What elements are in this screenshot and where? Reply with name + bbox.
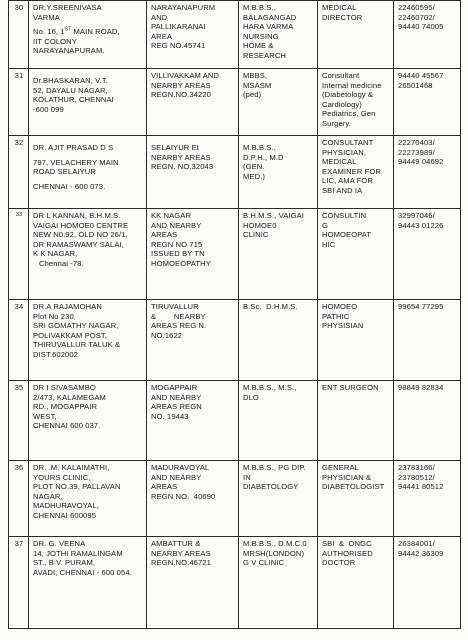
- doctor-name: DR.A RAJAMOHAN: [33, 302, 102, 311]
- qualification-line: (ped): [243, 90, 262, 100]
- phone-numbers: [394, 300, 461, 381]
- area-line: HOMOEOPATHY: [151, 258, 211, 268]
- area-registration: [147, 537, 239, 629]
- qualification-line: IN: [243, 472, 251, 482]
- address-line: MADHURAVOYAL,: [33, 501, 99, 511]
- registration-number: REGN NO. 40690: [151, 491, 216, 501]
- address-line: VAIGAI HOMOE0 CENTRE: [33, 220, 129, 230]
- designation-line: SBI AND IA: [322, 185, 363, 195]
- registration-number: REGN. NO.32043: [151, 162, 214, 172]
- phone-number: 94441 80512: [398, 482, 444, 492]
- area-line: AND NEARBY: [151, 392, 202, 402]
- designation-line: GENERAL: [322, 463, 359, 472]
- doctor-name: Dr.BHASKARAN, V.T.: [33, 76, 108, 85]
- designation-line: Pediatrics, Gen: [322, 109, 376, 119]
- area-registration: [147, 69, 239, 136]
- qualification-line: NURSING: [243, 31, 279, 41]
- address-line: SRI GOMATHY NAGAR,: [33, 321, 119, 331]
- address-line: CHENNAI - 600 073.: [33, 181, 106, 191]
- address-line: Chennai -78.: [39, 258, 84, 268]
- designation: [318, 461, 394, 537]
- phone-number: 94440 74005: [398, 22, 444, 32]
- address-line: DR RAMASWAMY SALAI,: [33, 239, 124, 249]
- area-line: PALLIKARANAI: [151, 22, 206, 32]
- qualification: [239, 209, 318, 300]
- doctor-name: VARMA: [33, 12, 60, 22]
- serial-number: 36: [9, 461, 29, 537]
- address-line: WEST,: [33, 411, 57, 421]
- designation: [318, 69, 394, 136]
- area-line: MOGAPPAIR: [151, 383, 198, 392]
- qualification: [239, 381, 318, 461]
- area-line: NEARBY AREAS: [151, 152, 211, 162]
- designation-line: Surgery.: [322, 118, 351, 128]
- address-line: K K NAGAR,: [33, 249, 78, 259]
- address-line: THIRUVALLUR TALUK &: [33, 340, 121, 350]
- doctor-name-address: [29, 136, 147, 209]
- area-registration: [147, 1, 239, 69]
- phone-numbers: [394, 69, 461, 136]
- area-registration: [147, 461, 239, 537]
- table-row: [9, 300, 461, 381]
- address-line: IIT COLONY: [33, 36, 77, 46]
- designation-line: PHYSISIAN: [322, 321, 364, 331]
- doctor-name-address: [29, 300, 147, 381]
- address-line: AVADI, CHENNAI - 600 054.: [33, 567, 132, 577]
- designation-line: MEDICAL: [322, 3, 357, 12]
- designation-line: LIC, AMA FOR: [322, 176, 373, 186]
- qualification-line: G V CLINIC: [243, 558, 285, 568]
- phone-number: 94440 45567: [398, 71, 444, 80]
- qualification: [239, 69, 318, 136]
- address-line: NEW N0.92, OLD NO 26/1,: [33, 230, 128, 240]
- address-line: CHENNAI 600 037.: [33, 421, 101, 431]
- phone-number: 26501468: [398, 80, 433, 90]
- area-line: NEARBY AREAS: [151, 548, 211, 558]
- area-line: TIRUVALLUR: [151, 302, 199, 311]
- designation-line: Cardiology): [322, 99, 362, 109]
- serial-number: 30: [9, 1, 29, 69]
- qualification-line: M.B.B.S.,: [243, 143, 276, 152]
- area-registration: [147, 209, 239, 300]
- doctor-name-address: [29, 209, 147, 300]
- address-line: 14, JOTHI RAMALINGAM: [33, 548, 123, 558]
- doctor-register-table: [8, 0, 461, 629]
- designation-line: ENT SURGEON: [322, 383, 379, 392]
- qualification-line: HARA VARMA: [243, 22, 294, 32]
- designation-line: CONSULTIN: [322, 211, 367, 220]
- area-line: AND NEARBY: [151, 220, 202, 230]
- table-row: [9, 537, 461, 629]
- designation: [318, 136, 394, 209]
- qualification: [239, 537, 318, 629]
- qualification-line: HOMOE0: [243, 220, 277, 230]
- address-line: PLOT NO.39, PALLAVAN: [33, 482, 121, 492]
- address-line: NAGAR,: [33, 491, 63, 501]
- area-registration: [147, 381, 239, 461]
- qualification-line: M.B.B.S.,: [243, 3, 276, 12]
- area-line: AND: [151, 12, 168, 22]
- designation-line: Internal medicine: [322, 80, 382, 90]
- registration-number: REGN.NO.46721: [151, 558, 211, 568]
- address-line: ST., B.V. PURAM,: [33, 558, 96, 568]
- doctor-name-address: [29, 69, 147, 136]
- doctor-name-address: [29, 537, 147, 629]
- qualification-line: RESEARCH: [243, 50, 286, 60]
- phone-numbers: [394, 537, 461, 629]
- qualification: [239, 136, 318, 209]
- designation: [318, 381, 394, 461]
- address-line: Plot No 230,: [33, 311, 76, 321]
- qualification-line: MRSH(LONDON): [243, 548, 305, 558]
- address-line: 2/473, KALAMEGAM: [33, 392, 106, 402]
- doctor-name: DR. .M. KALAIMATHI,: [33, 463, 110, 472]
- designation: [318, 1, 394, 69]
- doctor-name-address: [29, 461, 147, 537]
- qualification-line: DLO: [243, 392, 259, 402]
- registration-number: REGN.NO.34220: [151, 90, 211, 100]
- area-registration: [147, 300, 239, 381]
- area-line: AREA: [151, 31, 173, 41]
- designation-line: DIABETOLOGIST: [322, 482, 385, 492]
- area-line: NARAYANAPURM: [151, 3, 216, 12]
- doctor-name: DR. AJIT PRASAD D S: [33, 143, 114, 152]
- phone-number: 23780512/: [398, 472, 435, 482]
- phone-number: 26384001/: [398, 539, 435, 548]
- registration-number: REGN NO 715: [151, 239, 203, 249]
- designation-line: SBI & ONGC: [322, 539, 372, 548]
- area-line: AMBATTUR &: [151, 539, 201, 548]
- qualification-line: MBBS,: [243, 71, 268, 80]
- serial-number: 37: [9, 537, 29, 629]
- doctor-name: DR.Y.SREENIVASA: [33, 3, 102, 12]
- serial-number: 34: [9, 300, 29, 381]
- phone-number: 22460595/: [398, 3, 435, 12]
- phone-numbers: [394, 381, 461, 461]
- area-line: AREAS REGN: [151, 402, 202, 412]
- designation-line: HIC: [322, 239, 336, 249]
- address-line: -600 099: [33, 104, 64, 114]
- area-line: AND NEARBY: [151, 472, 202, 482]
- designation-line: AUTHORISED: [322, 548, 373, 558]
- phone-numbers: [394, 1, 461, 69]
- serial-number: 31: [9, 69, 29, 136]
- designation-line: (Diabetology &: [322, 90, 374, 100]
- qualification-line: B.Sc. D.H.M.S.: [243, 302, 298, 311]
- doctor-name-address: [29, 1, 147, 69]
- area-line: ISSUED BY TN: [151, 249, 205, 259]
- phone-number: 32997046/: [398, 211, 435, 220]
- table-row: [9, 381, 461, 461]
- qualification-line: MED.): [243, 171, 266, 181]
- address-line: NARAYANAPURAM.: [33, 46, 105, 56]
- address-line: RD., MOGAPPAIR: [33, 402, 98, 412]
- qualification-line: DIABETOLOGY: [243, 482, 299, 492]
- qualification: [239, 1, 318, 69]
- phone-number: 94449 04692: [398, 157, 444, 167]
- qualification-line: MSASM: [243, 80, 272, 90]
- designation-line: DOCTOR: [322, 558, 356, 568]
- designation-line: PHYSICIAN &: [322, 472, 372, 482]
- qualification-line: D.P.H., M.D: [243, 152, 284, 162]
- table-row: [9, 461, 461, 537]
- doctor-name: DR L KANNAN, B.H.M.S.: [33, 211, 121, 220]
- registration-number: REG NO.45741: [151, 41, 206, 51]
- table-row: [9, 69, 461, 136]
- phone-number: 22273989/: [398, 147, 435, 157]
- doctor-name: DR. G. VEENA: [33, 539, 86, 548]
- area-line: AREAS: [151, 230, 178, 240]
- serial-number: 33: [9, 209, 29, 300]
- designation-line: HOMOEO: [322, 302, 358, 311]
- area-line: AREAS REG N.: [151, 321, 207, 331]
- qualification-line: (GEN.: [243, 162, 265, 172]
- area-line: MADURAVOYAL: [151, 463, 210, 472]
- designation-line: G: [322, 220, 329, 230]
- address-line: YOURS CLINIC,: [33, 472, 91, 482]
- phone-number: 94442 36309: [398, 548, 444, 558]
- designation-line: PATHIC: [322, 311, 350, 321]
- address-line: POLIVAKKAM POST,: [33, 330, 108, 340]
- phone-number: 22270403/: [398, 138, 435, 147]
- qualification-line: B.H.M.S., VAIGAI: [243, 211, 304, 220]
- qualification-line: M.B.B.S., PG DIP.: [243, 463, 306, 472]
- area-line: AREAS: [151, 482, 178, 492]
- registration-number: NO.1622: [151, 330, 183, 340]
- serial-number: 32: [9, 136, 29, 209]
- area-line: & NEARBY: [151, 311, 206, 321]
- phone-numbers: [394, 209, 461, 300]
- designation-line: MEDICAL: [322, 157, 357, 167]
- phone-numbers: [394, 461, 461, 537]
- area-line: VILLIVAKKAM AND: [151, 71, 220, 80]
- qualification-line: HOME &: [243, 41, 274, 51]
- address-line: No. 16, 1ST MAIN ROAD,: [33, 26, 120, 37]
- qualification: [239, 461, 318, 537]
- area-line: SELAIYUR Et: [151, 143, 199, 152]
- table-row: [9, 136, 461, 209]
- phone-number: 98849 82834: [398, 383, 444, 392]
- table-row: [9, 1, 461, 69]
- qualification-line: BALAGANGAD: [243, 12, 297, 22]
- designation-line: HOMOEOPAT: [322, 230, 372, 240]
- qualification: [239, 300, 318, 381]
- doctor-name-address: [29, 381, 147, 461]
- phone-number: 99654 77295: [398, 302, 444, 311]
- address-line: 52, DAYALU NAGAR,: [33, 85, 108, 95]
- phone-number: 23783166/: [398, 463, 435, 472]
- table-row: [9, 209, 461, 300]
- qualification-line: CLINIC: [243, 230, 269, 240]
- doctor-name: DR I SIVASAMBO: [33, 383, 96, 392]
- registration-number: NO. 19443: [151, 411, 189, 421]
- address-line: CHENNAI 600095: [33, 510, 97, 520]
- address-line: ROAD SELAIYUR: [33, 167, 96, 177]
- designation: [318, 209, 394, 300]
- phone-numbers: [394, 136, 461, 209]
- serial-number: 35: [9, 381, 29, 461]
- designation-line: Consultant: [322, 71, 360, 80]
- designation-line: EXAMINER FOR: [322, 166, 382, 176]
- area-registration: [147, 136, 239, 209]
- designation-line: DIRECTOR: [322, 12, 363, 22]
- area-line: NEARBY AREAS: [151, 80, 211, 90]
- area-line: KK NAGAR: [151, 211, 192, 220]
- phone-number: 22460702/: [398, 12, 435, 22]
- address-line: DIST.602002: [33, 349, 79, 359]
- designation-line: PHYSICIAN,: [322, 147, 367, 157]
- qualification-line: M.B.B.S., M.S.,: [243, 383, 297, 392]
- qualification-line: M.B.B.S., D.M.C.0: [243, 539, 307, 548]
- address-line: 797, VELACHERY MAIN: [33, 157, 119, 167]
- designation: [318, 537, 394, 629]
- designation-line: CONSULTANT: [322, 138, 374, 147]
- phone-number: 94443 01226: [398, 220, 444, 230]
- designation: [318, 300, 394, 381]
- address-line: KOLATHUR, CHENNAI: [33, 95, 114, 105]
